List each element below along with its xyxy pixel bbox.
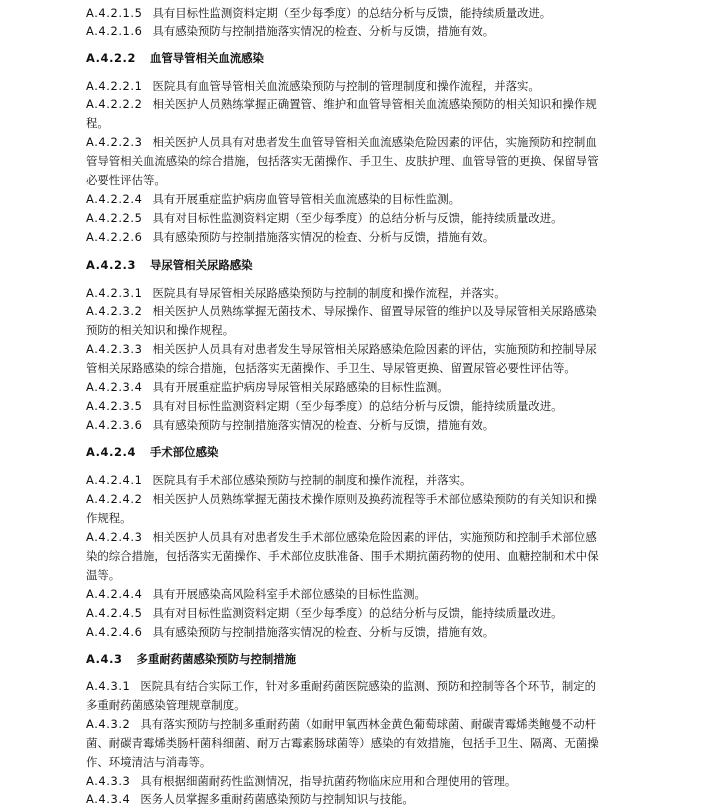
clause-text: 染的综合措施，包括落实无菌操作、手术部位皮肤准备、围手术期抗菌药物的使用、血糖控制和术中保	[86, 549, 599, 563]
clause-continuation-line	[86, 359, 576, 377]
clause-line	[86, 604, 563, 622]
clause-text: 作、环境清洁与消毒等。	[86, 755, 212, 769]
clause-text: 菌、耐碳青霉烯类肠杆菌科细菌、耐万古霉素肠球菌等）感染的有效措施，包括手卫生、隔离、无菌操	[86, 736, 599, 750]
clause-continuation-line	[86, 114, 109, 132]
clause-text: 相关医护人员具有对患者发生血管导管相关血流感染危险因素的评估，实施预防和控制血	[152, 135, 597, 149]
clause-number: A.4.3.3	[86, 774, 131, 788]
clause-text: 作规程。	[86, 511, 132, 525]
clause-text: 医院具有手术部位感染预防与控制的制度和操作流程，并落实。	[152, 473, 472, 487]
clause-text: 相关医护人员熟练掌握正确置管、维护和血管导管相关血流感染预防的相关知识和操作规	[152, 97, 597, 111]
section-heading	[86, 650, 296, 668]
clause-number: A.4.2.1.5	[86, 6, 143, 20]
clause-line	[86, 585, 426, 603]
clause-number: A.4.2.2.3	[86, 135, 143, 149]
clause-continuation-line	[86, 566, 120, 584]
clause-text: 医务人员掌握多重耐药菌感染预防与控制知识与技能。	[140, 792, 414, 806]
clause-text: 管导管相关血流感染的综合措施，包括落实无菌操作、手卫生、皮肤护理、血管导管的更换、保留导管	[86, 154, 599, 168]
clause-text: 管相关尿路感染的综合措施，包括落实无菌操作、手卫生、导尿管更换、留置尿管必要性评估等。	[86, 361, 576, 375]
clause-line	[86, 677, 596, 695]
clause-text: 医院具有结合实际工作，针对多重耐药菌医院感染的监测、预防和控制等各个环节，制定的	[140, 679, 597, 693]
clause-line	[86, 302, 597, 320]
clause-line	[86, 284, 506, 302]
clause-text: 多重耐药菌感染管理规章制度。	[86, 698, 246, 712]
clause-text: 具有感染预防与控制措施落实情况的检查、分析与反馈，措施有效。	[152, 24, 495, 38]
clause-number: A.4.2.4	[86, 445, 136, 459]
clause-text: 相关医护人员具有对患者发生导尿管相关尿路感染危险因素的评估，实施预防和控制导尿	[152, 342, 597, 356]
clause-number: A.4.2.2.1	[86, 79, 143, 93]
clause-line	[86, 528, 597, 546]
clause-line	[86, 397, 563, 415]
clause-number: A.4.2.2.2	[86, 97, 143, 111]
clause-number: A.4.2.3	[86, 258, 136, 272]
clause-text: 具有开展感染高风险科室手术部位感染的目标性监测。	[152, 587, 426, 601]
clause-number: A.4.2.1.6	[86, 24, 143, 38]
clause-line	[86, 772, 516, 790]
clause-text: 具有感染预防与控制措施落实情况的检查、分析与反馈，措施有效。	[152, 418, 495, 432]
clause-line	[86, 4, 551, 22]
clause-text: 相关医护人员熟练掌握无菌技术、导尿操作、留置导尿管的维护以及导尿管相关尿路感染	[152, 304, 597, 318]
clause-line	[86, 416, 494, 434]
clause-continuation-line	[86, 734, 599, 752]
heading-text: 血管导管相关血流感染	[150, 51, 264, 65]
clause-line	[86, 228, 494, 246]
clause-number: A.4.2.3.1	[86, 286, 143, 300]
clause-line	[86, 378, 449, 396]
clause-number: A.4.2.2.5	[86, 211, 143, 225]
clause-continuation-line	[86, 321, 234, 339]
clause-number: A.4.2.4.6	[86, 625, 143, 639]
section-heading	[86, 443, 218, 461]
clause-number: A.4.2.4.3	[86, 530, 143, 544]
clause-text: 程。	[86, 116, 109, 130]
clause-text: 具有感染预防与控制措施落实情况的检查、分析与反馈，措施有效。	[152, 230, 495, 244]
clause-continuation-line	[86, 753, 211, 771]
clause-text: 具有对目标性监测资料定期（至少每季度）的总结分析与反馈，能持续质量改进。	[152, 399, 563, 413]
clause-continuation-line	[86, 152, 599, 170]
clause-number: A.4.2.2.4	[86, 192, 143, 206]
clause-line	[86, 209, 563, 227]
section-heading	[86, 49, 264, 67]
clause-number: A.4.2.4.5	[86, 606, 143, 620]
heading-text: 多重耐药菌感染预防与控制措施	[136, 652, 297, 666]
clause-text: 具有对目标性监测资料定期（至少每季度）的总结分析与反馈，能持续质量改进。	[152, 606, 563, 620]
clause-number: A.4.3.4	[86, 792, 131, 806]
section-heading	[86, 256, 253, 274]
clause-text: 温等。	[86, 568, 121, 582]
clause-number: A.4.2.3.2	[86, 304, 143, 318]
clause-number: A.4.2.4.4	[86, 587, 143, 601]
clause-line	[86, 490, 597, 508]
clause-text: 具有开展重症监护病房血管导管相关血流感染的目标性监测。	[152, 192, 461, 206]
clause-continuation-line	[86, 547, 599, 565]
clause-line	[86, 95, 597, 113]
clause-number: A.4.3.2	[86, 717, 131, 731]
clause-line	[86, 623, 494, 641]
clause-number: A.4.2.3.3	[86, 342, 143, 356]
clause-text: 预防的相关知识和操作规程。	[86, 323, 235, 337]
clause-line	[86, 790, 414, 808]
clause-continuation-line	[86, 171, 166, 189]
clause-text: 具有对目标性监测资料定期（至少每季度）的总结分析与反馈，能持续质量改进。	[152, 211, 563, 225]
clause-line	[86, 190, 460, 208]
clause-line	[86, 77, 540, 95]
heading-text: 手术部位感染	[150, 445, 219, 459]
clause-text: 具有根据细菌耐药性监测情况，指导抗菌药物临床应用和合理使用的管理。	[140, 774, 517, 788]
clause-text: 相关医护人员具有对患者发生手术部位感染危险因素的评估，实施预防和控制手术部位感	[152, 530, 597, 544]
clause-text: 具有感染预防与控制措施落实情况的检查、分析与反馈，措施有效。	[152, 625, 495, 639]
clause-line	[86, 471, 471, 489]
clause-number: A.4.3.1	[86, 679, 131, 693]
clause-number: A.4.2.2	[86, 51, 136, 65]
clause-line	[86, 133, 597, 151]
clause-number: A.4.2.3.4	[86, 380, 143, 394]
clause-number: A.4.3	[86, 652, 123, 666]
clause-line	[86, 22, 494, 40]
clause-number: A.4.2.2.6	[86, 230, 143, 244]
clause-number: A.4.2.4.2	[86, 492, 143, 506]
clause-text: 相关医护人员熟练掌握无菌技术操作原则及换药流程等手术部位感染预防的有关知识和操	[152, 492, 597, 506]
clause-line	[86, 340, 597, 358]
clause-number: A.4.2.4.1	[86, 473, 143, 487]
clause-text: 具有目标性监测资料定期（至少每季度）的总结分析与反馈，能持续质量改进。	[152, 6, 552, 20]
clause-text: 具有落实预防与控制多重耐药菌（如耐甲氧西林金黄色葡萄球菌、耐碳青霉烯类鲍曼不动杆	[140, 717, 597, 731]
clause-text: 医院具有导尿管相关尿路感染预防与控制的制度和操作流程，并落实。	[152, 286, 506, 300]
clause-text: 医院具有血管导管相关血流感染预防与控制的管理制度和操作流程，并落实。	[152, 79, 540, 93]
clause-text: 具有开展重症监护病房导尿管相关尿路感染的目标性监测。	[152, 380, 449, 394]
clause-continuation-line	[86, 696, 245, 714]
clause-continuation-line	[86, 509, 132, 527]
clause-number: A.4.2.3.5	[86, 399, 143, 413]
clause-number: A.4.2.3.6	[86, 418, 143, 432]
clause-line	[86, 715, 596, 733]
clause-text: 必要性评估等。	[86, 173, 166, 187]
heading-text: 导尿管相关尿路感染	[150, 258, 253, 272]
